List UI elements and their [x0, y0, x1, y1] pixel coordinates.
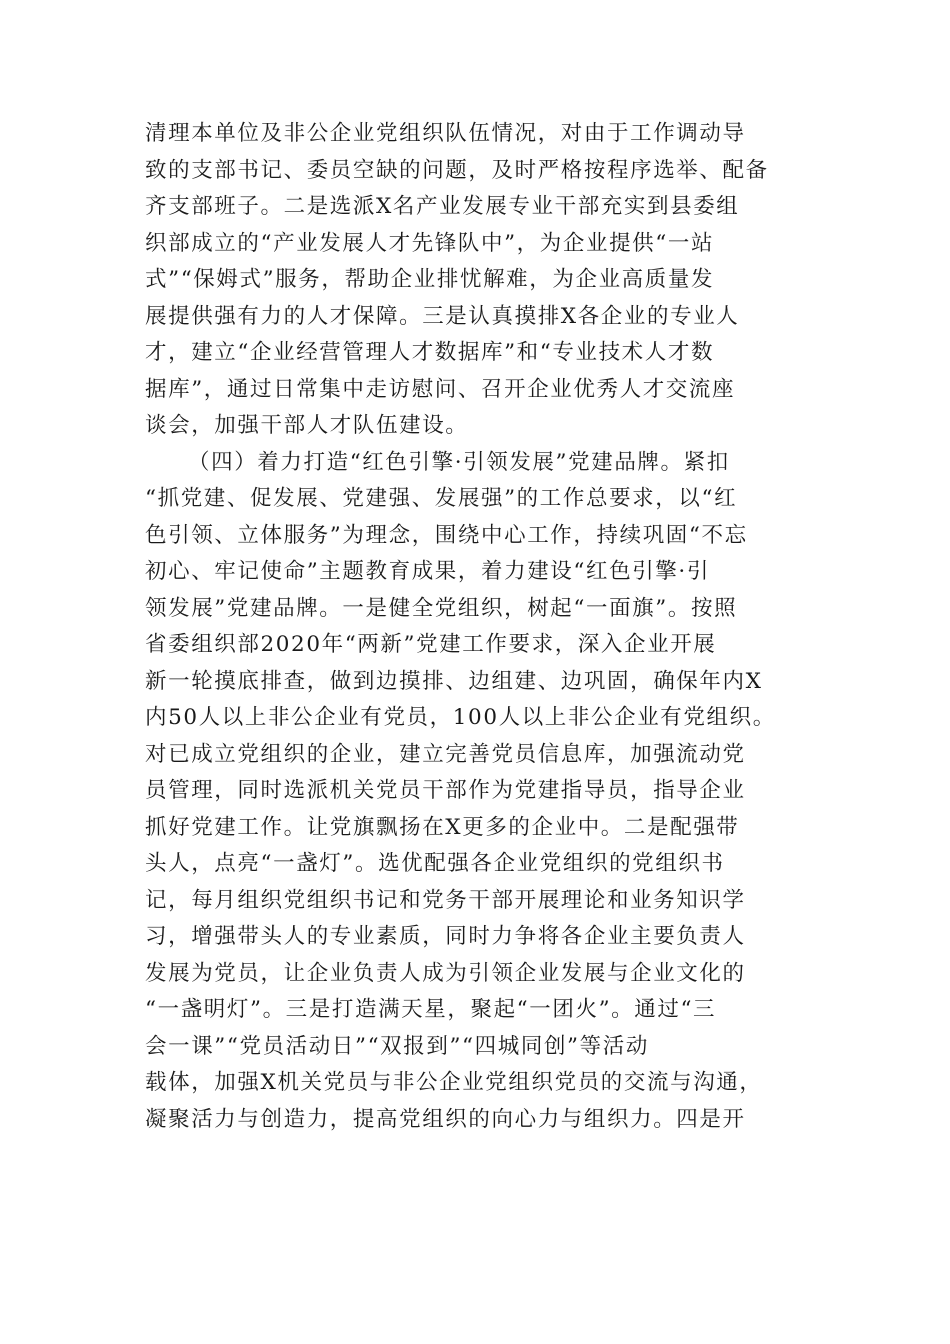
text-line: 新一轮摸底排查，做到边摸排、边组建、边巩固，确保年内X [145, 668, 763, 694]
text-line: 展提供强有力的人才保障。三是认真摸排X各企业的专业人 [145, 303, 740, 329]
text-line: 式”“保姆式”服务，帮助企业排忧解难，为企业高质量发 [145, 267, 715, 292]
text-line: 凝聚活力与创造力，提高党组织的向心力与组织力。四是开 [145, 1106, 746, 1132]
text-line: 领发展”党建品牌。一是健全党组织，树起“一面旗”。按照 [145, 595, 738, 621]
text-line: “一盏明灯”。三是打造满天星，聚起“一团火”。通过“三 [145, 997, 717, 1022]
text-line: 记，每月组织党组织书记和党务干部开展理论和业务知识学 [145, 887, 746, 913]
text-line: 抓好党建工作。让党旗飘扬在X更多的企业中。二是配强带 [145, 814, 740, 840]
text-line: 对已成立党组织的企业，建立完善党员信息库，加强流动党 [145, 741, 746, 767]
text-line: 发展为党员，让企业负责人成为引领企业发展与企业文化的 [145, 960, 746, 986]
text-line: 内50人以上非公企业有党员，100人以上非公企业有党组织。 [145, 705, 776, 730]
text-line: 织部成立的“产业发展人才先锋队中”，为企业提供“一站 [145, 230, 715, 256]
text-line: 员管理，同时选派机关党员干部作为党建指导员，指导企业 [145, 778, 746, 803]
text-line: 头人，点亮“一盏灯”。选优配强各企业党组织的党组织书 [145, 851, 725, 876]
text-line: 省委组织部2020年“两新”党建工作要求，深入企业开展 [145, 632, 717, 657]
text-line: 致的支部书记、委员空缺的问题，及时严格按程序选举、配备 [145, 157, 769, 183]
text-line: 初心、牢记使命”主题教育成果，着力建设“红色引擎·引 [145, 559, 710, 584]
text-line: 清理本单位及非公企业党组织队伍情况，对由于工作调动导 [145, 121, 746, 146]
text-line: 载体，加强X机关党员与非公企业党组织党员的交流与沟通， [145, 1070, 763, 1095]
text-line: 会一课”“党员活动日”“双报到”“四城同创”等活动 [145, 1033, 649, 1059]
text-line: 齐支部班子。二是选派X名产业发展专业干部充实到县委组 [145, 194, 740, 219]
text-line: “抓党建、促发展、党建强、发展强”的工作总要求，以“红 [145, 486, 738, 511]
text-line: 色引领、立体服务”为理念，围绕中心工作，持续巩固“不忘 [145, 522, 748, 548]
section-heading-line: （四）着力打造“红色引擎·引领发展”党建品牌。紧扣 [188, 449, 730, 475]
text-line: 才，建立“企业经营管理人才数据库”和“专业技术人才数 [145, 340, 715, 365]
text-line: 据库”，通过日常集中走访慰问、召开企业优秀人才交流座 [145, 376, 736, 402]
text-line: 习，增强带头人的专业素质，同时力争将各企业主要负责人 [145, 924, 746, 949]
body-text [145, 116, 811, 1138]
text-line: 谈会，加强干部人才队伍建设。 [145, 413, 469, 438]
